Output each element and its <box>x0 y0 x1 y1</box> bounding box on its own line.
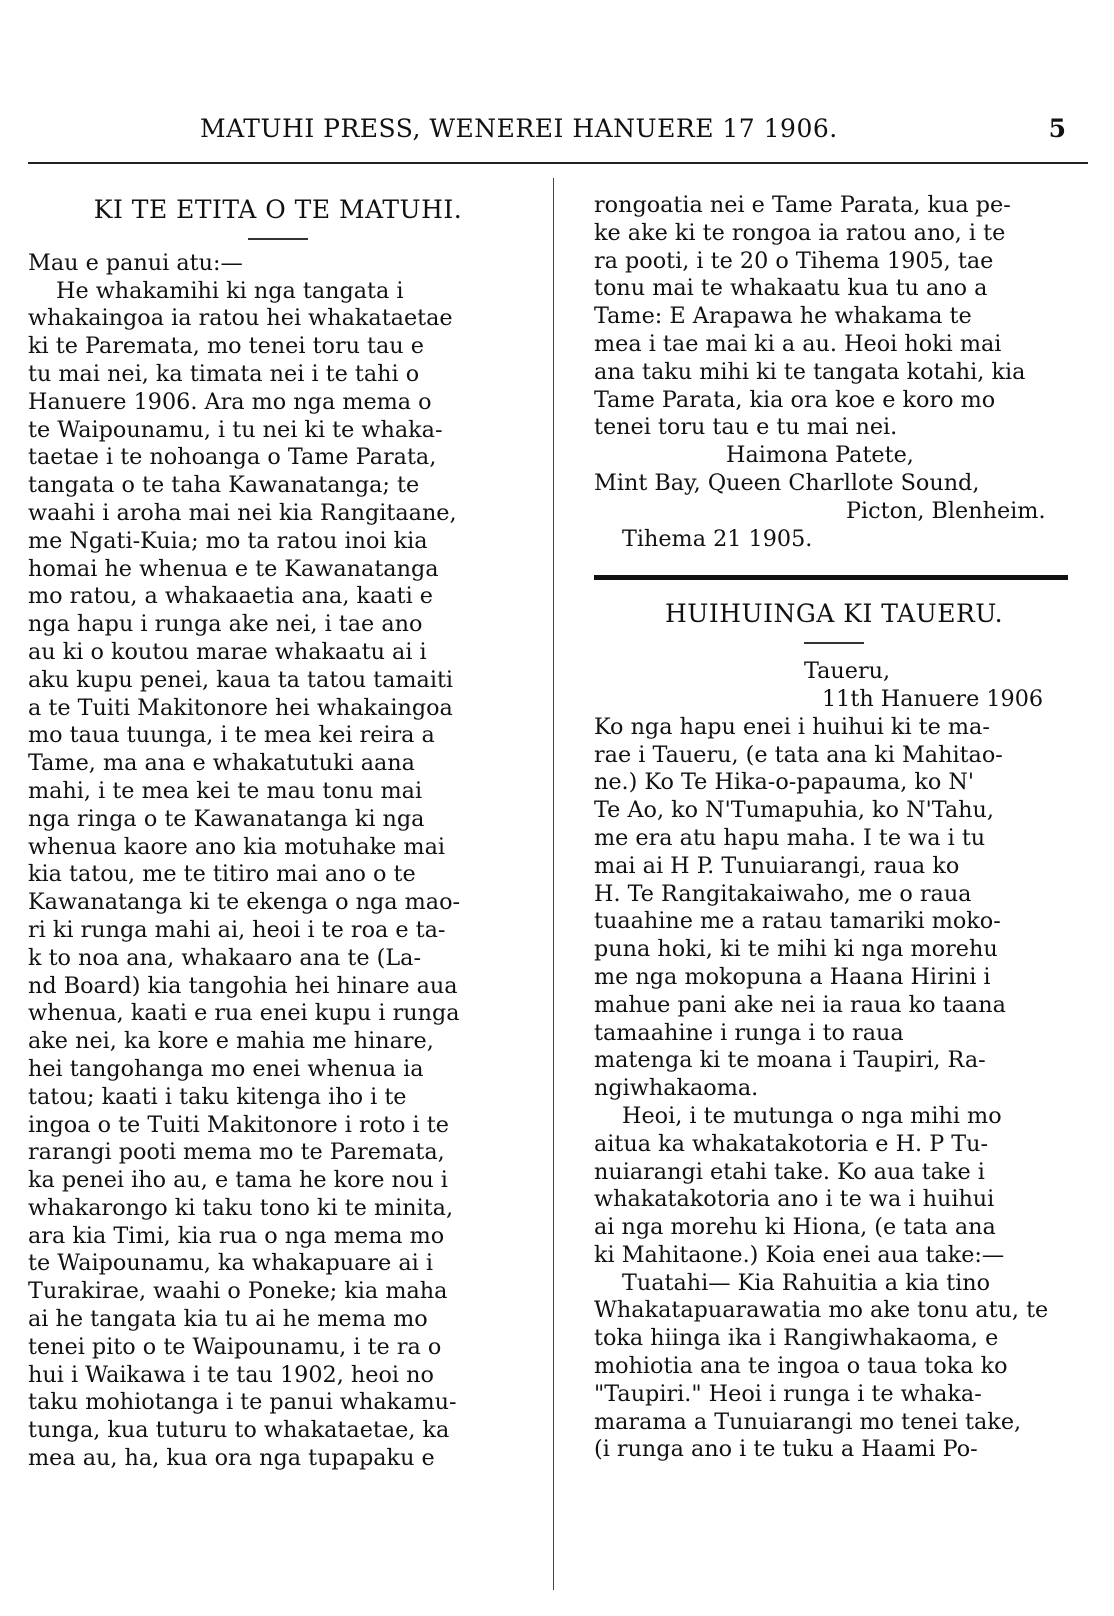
text-line: tenei toru tau e tu mai nei. <box>594 414 898 441</box>
letter-signature <box>594 442 1074 553</box>
article-body <box>594 714 1074 1465</box>
text-line: tamaahine i runga i to raua <box>594 1019 904 1046</box>
section-rule <box>594 575 1068 580</box>
text-line: Tame, ma ana e whakatutuki aana <box>28 750 415 777</box>
text-line: hei tangohanga mo enei whenua ia <box>28 1055 424 1082</box>
text-line: mea i tae mai ki a au. Heoi hoki mai <box>594 330 1002 357</box>
text-line: whakaingoa ia ratou hei whakataetae <box>28 305 453 332</box>
text-line: Heoi, i te mutunga o nga mihi mo <box>622 1102 1002 1129</box>
text-line: tu mai nei, ka timata nei i te tahi o <box>28 360 420 387</box>
article-title-letter: KI TE ETITA O TE MATUHI. <box>93 195 463 224</box>
text-line: waahi i aroha mai nei kia Rangitaane, <box>28 499 457 526</box>
text-line: ka penei iho au, e tama he kore nou i <box>28 1167 448 1194</box>
text-line: matenga ki te moana i Taupiri, Ra- <box>594 1047 986 1074</box>
text-line: me Ngati-Kuia; mo ta ratou inoi kia <box>28 527 428 554</box>
article-title-huihuinga: HUIHUINGA KI TAUERU. <box>664 599 1004 629</box>
text-line: tatou; kaati i taku kitenga iho i te <box>28 1083 407 1110</box>
text-line: Mau e panui atu:— <box>28 249 243 276</box>
page-header <box>28 108 1088 148</box>
text-line: ana taku mihi ki te tangata kotahi, kia <box>594 358 1026 385</box>
title-rule <box>804 642 864 644</box>
text-line: taetae i te nohoanga o Tame Parata, <box>28 444 437 471</box>
text-line: mo ratou, a whakaaetia ana, kaati e <box>28 583 434 610</box>
text-line: tonu mai te whakaatu kua tu ano a <box>594 275 988 302</box>
text-line: k to noa ana, whakaaro ana te (La- <box>28 944 421 971</box>
text-line: Whakatapuarawatia mo ake tonu atu, te <box>594 1297 1049 1324</box>
text-line: me era atu hapu maha. I te wa i tu <box>594 824 986 851</box>
text-line: ki te Paremata, mo tenei toru tau e <box>28 333 424 360</box>
text-line: ki Mahitaone.) Koia enei aua take:— <box>594 1241 1005 1268</box>
running-title: MATUHI PRESS, WENEREI HANUERE 17 1906. <box>200 114 838 143</box>
text-line: nuiarangi etahi take. Ko aua take i <box>594 1158 985 1185</box>
text-line: Turakirae, waahi o Poneke; kia maha <box>28 1278 448 1305</box>
signature-place: Picton, Blenheim. <box>846 497 1046 524</box>
text-line: ingoa o te Tuiti Makitonore i roto i te <box>28 1111 449 1138</box>
letter-body <box>28 250 528 1473</box>
text-line: aitua ka whakatakotoria e H. P Tu- <box>594 1130 989 1157</box>
text-line: tunga, kua tuturu to whakataetae, ka <box>28 1417 450 1444</box>
text-line: ai he tangata kia tu ai he mema mo <box>28 1306 428 1333</box>
text-line: tenei pito o te Waipounamu, i te ra o <box>28 1333 442 1360</box>
text-line: nd Board) kia tangohia hei hinare aua <box>28 972 458 999</box>
text-line: H. Te Rangitakaiwaho, me o raua <box>594 880 972 907</box>
text-line: mahue pani ake nei ia raua ko taana <box>594 991 1006 1018</box>
header-rule <box>28 162 1088 164</box>
text-line: rarangi pooti mema mo te Paremata, <box>28 1139 445 1166</box>
text-line: nga hapu i runga ake nei, i tae ano <box>28 611 423 638</box>
text-line: He whakamihi ki nga tangata i <box>56 277 404 304</box>
text-line: whenua, kaati e rua enei kupu i runga <box>28 1000 460 1027</box>
text-line: "Taupiri." Heoi i runga i te whaka- <box>594 1380 982 1407</box>
text-line: ke ake ki te rongoa ia ratou ano, i te <box>594 219 1006 246</box>
text-line: tuaahine me a ratau tamariki moko- <box>594 908 1001 935</box>
text-line: ri ki runga mahi ai, heoi i te roa e ta- <box>28 916 446 943</box>
text-line: Kawanatanga ki te ekenga o nga mao- <box>28 889 461 916</box>
text-line: ne.) Ko Te Hika-o-papauma, ko N' <box>594 769 975 796</box>
text-line: mai ai H P. Tunuiarangi, raua ko <box>594 852 960 879</box>
text-line: taku mohiotanga i te panui whakamu- <box>28 1389 457 1416</box>
text-line: rongoatia nei e Tame Parata, kua pe- <box>594 192 1011 218</box>
text-line: homai he whenua e te Kawanatanga <box>28 555 439 582</box>
text-line: Tuatahi— Kia Rahuitia a kia tino <box>622 1269 991 1296</box>
signature-name: Haimona Patete, <box>726 442 914 469</box>
text-line: mohiotia ana te ingoa o taua toka ko <box>594 1353 1008 1380</box>
title-rule <box>248 238 308 240</box>
text-line: marama a Tunuiarangi mo tenei take, <box>594 1408 1022 1435</box>
text-line: ake nei, ka kore e mahia me hinare, <box>28 1028 434 1055</box>
text-line: Te Ao, ko N'Tumapuhia, ko N'Tahu, <box>594 797 994 824</box>
text-line: te Waipounamu, ka whakapuare ai i <box>28 1250 433 1277</box>
column-divider <box>553 178 554 1590</box>
text-line: whenua kaore ano kia motuhake mai <box>28 833 445 860</box>
text-line: whakatakotoria ano i te wa i huihui <box>594 1186 995 1213</box>
dateline-date: 11th Hanuere 1906 <box>822 685 1044 712</box>
letter-continuation <box>594 192 1074 442</box>
text-line: te Waipounamu, i tu nei ki te whaka- <box>28 416 443 443</box>
dateline-place: Taueru, <box>804 658 891 685</box>
text-line: Hanuere 1906. Ara mo nga mema o <box>28 388 432 415</box>
text-line: kia tatou, me te titiro mai ano o te <box>28 861 416 888</box>
text-line: ara kia Timi, kia rua o nga mema mo <box>28 1222 445 1249</box>
signature-date: Tihema 21 1905. <box>622 525 813 552</box>
text-line: rae i Taueru, (e tata ana ki Mahitao- <box>594 741 1003 768</box>
text-line: mea au, ha, kua ora nga tupapaku e <box>28 1445 435 1472</box>
text-line: toka hiinga ika i Rangiwhakaoma, e <box>594 1325 999 1352</box>
text-line: mo taua tuunga, i te mea kei reira a <box>28 722 435 749</box>
signature-place: Mint Bay, Queen Charllote Sound, <box>594 469 980 496</box>
text-line: whakarongo ki taku tono ki te minita, <box>28 1194 454 1221</box>
text-line: puna hoki, ki te mihi ki nga morehu <box>594 936 998 963</box>
text-line: mahi, i te mea kei te mau tonu mai <box>28 777 423 804</box>
text-line: Tame: E Arapawa he whakama te <box>594 303 972 330</box>
text-line: Tame Parata, kia ora koe e koro mo <box>594 386 996 413</box>
right-column <box>594 184 1074 1464</box>
text-line: tangata o te taha Kawanatanga; te <box>28 472 420 499</box>
text-line: me nga mokopuna a Haana Hirini i <box>594 963 991 990</box>
text-line: ngiwhakaoma. <box>594 1075 759 1102</box>
text-line: hui i Waikawa i te tau 1902, heoi no <box>28 1361 434 1388</box>
text-line: ai nga morehu ki Hiona, (e tata ana <box>594 1214 996 1241</box>
text-line: (i runga ano i te tuku a Haami Po- <box>594 1436 978 1463</box>
text-line: aku kupu penei, kaua ta tatou tamaiti <box>28 666 454 693</box>
text-line: nga ringa o te Kawanatanga ki nga <box>28 805 425 832</box>
text-line: au ki o koutou marae whakaatu ai i <box>28 638 427 665</box>
page-number: 5 <box>1048 114 1066 143</box>
left-column <box>28 184 528 1473</box>
text-line: ra pooti, i te 20 o Tihema 1905, tae <box>594 247 994 274</box>
text-line: a te Tuiti Makitonore hei whakaingoa <box>28 694 453 721</box>
text-line: Ko nga hapu enei i huihui ki te ma- <box>594 713 990 740</box>
